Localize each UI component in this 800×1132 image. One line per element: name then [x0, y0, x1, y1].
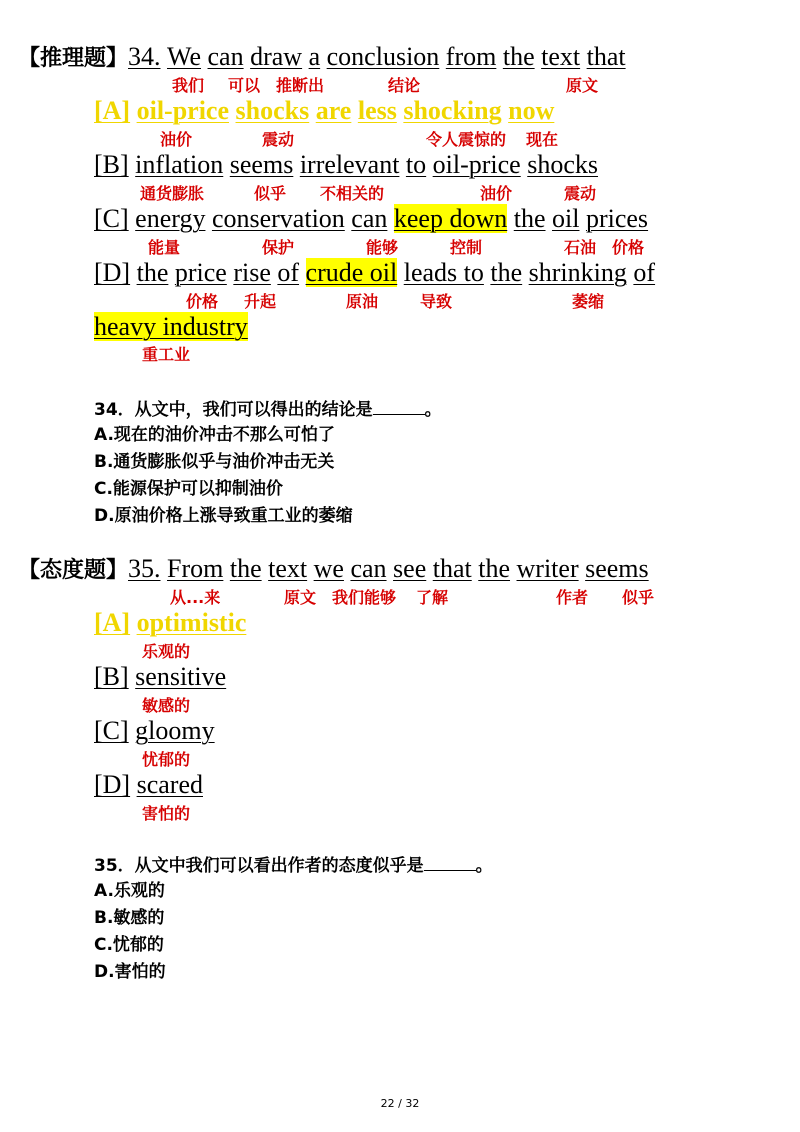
gloss: 通货膨胀	[140, 184, 205, 203]
gloss: 作者	[556, 588, 589, 607]
word: the	[229, 554, 262, 583]
q34-stem-line	[18, 42, 626, 74]
word: shocks	[235, 96, 310, 125]
q34-tag: 【推理题】	[18, 46, 129, 71]
q35-cn-question	[94, 854, 493, 877]
gloss: 我们能够	[332, 588, 397, 607]
q34-cn-option: A.现在的油价冲击不那么可怕了	[94, 425, 335, 445]
word: the	[513, 204, 546, 233]
highlighted-phrase: crude oil	[305, 258, 398, 287]
word: less	[357, 96, 397, 125]
q35-cn-option: D.害怕的	[94, 962, 166, 982]
gloss: 震动	[564, 184, 597, 203]
option-letter: [C]	[94, 716, 129, 745]
word: scared	[136, 770, 203, 799]
gloss: 原油	[346, 292, 379, 311]
word: From	[167, 554, 224, 583]
q34-option-c	[94, 204, 648, 234]
word: conclusion	[326, 42, 440, 71]
word: prices	[585, 204, 649, 233]
word: seems	[229, 150, 294, 179]
word: can	[350, 554, 387, 583]
q34-option-d	[94, 258, 655, 288]
word: the	[136, 258, 169, 287]
gloss: 害怕的	[142, 804, 191, 823]
gloss: 控制	[450, 238, 483, 257]
gloss: 震动	[262, 130, 295, 149]
gloss: 乐观的	[142, 642, 191, 661]
word: from	[445, 42, 497, 71]
option-letter: [A]	[94, 96, 131, 125]
q34-option-b	[94, 150, 598, 180]
q35-option-d	[94, 770, 203, 800]
word: are	[315, 96, 352, 125]
word: conservation	[211, 204, 345, 233]
gloss: 似乎	[622, 588, 655, 607]
cn-question-text: 34．从文中，我们可以得出的结论是	[94, 400, 373, 420]
page-number	[0, 1097, 800, 1110]
word: that	[432, 554, 472, 583]
word: shrinking	[528, 258, 627, 287]
word: leads to	[403, 258, 484, 287]
q34-cn-option: C.能源保护可以抑制油价	[94, 479, 283, 499]
option-letter: [D]	[94, 770, 131, 799]
gloss: 可以	[228, 76, 261, 95]
gloss: 萎缩	[572, 292, 605, 311]
q35-cn-option: C.忧郁的	[94, 935, 164, 955]
highlighted-phrase: keep down	[393, 204, 508, 233]
gloss: 油价	[160, 130, 193, 149]
q34-option-d-continued	[94, 312, 248, 342]
gloss: 不相关的	[320, 184, 385, 203]
page-separator: /	[398, 1097, 402, 1110]
gloss: 原文	[566, 76, 599, 95]
gloss: 推断出	[276, 76, 325, 95]
word: gloomy	[135, 716, 215, 745]
word: oil-price	[432, 150, 521, 179]
word: oil	[552, 204, 580, 233]
word: text	[268, 554, 308, 583]
word: shocks	[527, 150, 599, 179]
q35-option-c	[94, 716, 215, 746]
gloss: 忧郁的	[142, 750, 191, 769]
gloss: 价格	[612, 238, 645, 257]
answer-blank	[373, 398, 425, 415]
word: the	[490, 258, 523, 287]
q34-cn-option: D.原油价格上涨导致重工业的萎缩	[94, 506, 353, 526]
gloss: 结论	[388, 76, 421, 95]
word: seems	[585, 554, 649, 583]
word: the	[502, 42, 535, 71]
word: optimistic	[136, 608, 247, 637]
option-letter: [A]	[94, 608, 131, 637]
word: We	[167, 42, 202, 71]
word: sensitive	[135, 662, 227, 691]
gloss: 石油	[564, 238, 597, 257]
word: oil-price	[136, 96, 230, 125]
q35-stem-line	[18, 554, 649, 586]
total-pages: 32	[405, 1097, 420, 1110]
cn-period: 。	[475, 856, 493, 876]
gloss: 现在	[526, 130, 559, 149]
cn-period: 。	[424, 400, 442, 420]
word: 35.	[128, 554, 161, 583]
word: can	[207, 42, 244, 71]
word: we	[313, 554, 344, 583]
word: price	[174, 258, 227, 287]
cn-question-text: 35．从文中我们可以看出作者的态度似乎是	[94, 856, 424, 876]
word: irrelevant	[299, 150, 400, 179]
word: writer	[516, 554, 579, 583]
q35-cn-option: B.敏感的	[94, 908, 165, 928]
gloss: 似乎	[254, 184, 287, 203]
gloss: 油价	[480, 184, 513, 203]
option-letter: [D]	[94, 258, 131, 287]
gloss: 价格	[186, 292, 219, 311]
word: text	[541, 42, 581, 71]
word: to	[405, 150, 427, 179]
word: that	[586, 42, 626, 71]
q35-cn-option: A.乐观的	[94, 881, 165, 901]
gloss: 保护	[262, 238, 295, 257]
gloss: 能量	[148, 238, 181, 257]
gloss: 原文	[284, 588, 317, 607]
q34-cn-option: B.通货膨胀似乎与油价冲击无关	[94, 452, 335, 472]
word: see	[393, 554, 427, 583]
answer-blank	[424, 854, 476, 871]
gloss: 了解	[416, 588, 449, 607]
highlighted-phrase: heavy industry	[94, 312, 248, 341]
option-letter: [C]	[94, 204, 129, 233]
q35-option-a	[94, 608, 246, 638]
q34-cn-question	[94, 398, 442, 421]
gloss: 我们	[172, 76, 205, 95]
word: of	[277, 258, 300, 287]
gloss: 升起	[244, 292, 277, 311]
word: shocking	[403, 96, 502, 125]
word: rise	[233, 258, 271, 287]
q35-option-b	[94, 662, 226, 692]
q35-tag: 【态度题】	[18, 558, 129, 583]
option-letter: [B]	[94, 150, 129, 179]
word: 34.	[128, 42, 161, 71]
word: a	[308, 42, 321, 71]
word: energy	[135, 204, 206, 233]
word: can	[351, 204, 388, 233]
gloss: 能够	[366, 238, 399, 257]
option-letter: [B]	[94, 662, 129, 691]
gloss: 重工业	[142, 345, 191, 364]
word: inflation	[135, 150, 224, 179]
word: the	[478, 554, 511, 583]
word: of	[633, 258, 656, 287]
word: now	[508, 96, 555, 125]
q34-option-a	[94, 96, 554, 126]
gloss: 敏感的	[142, 696, 191, 715]
word: draw	[250, 42, 303, 71]
current-page: 22	[380, 1097, 395, 1110]
gloss: 从...来	[170, 588, 221, 607]
gloss: 令人震惊的	[426, 130, 507, 149]
gloss: 导致	[420, 292, 453, 311]
